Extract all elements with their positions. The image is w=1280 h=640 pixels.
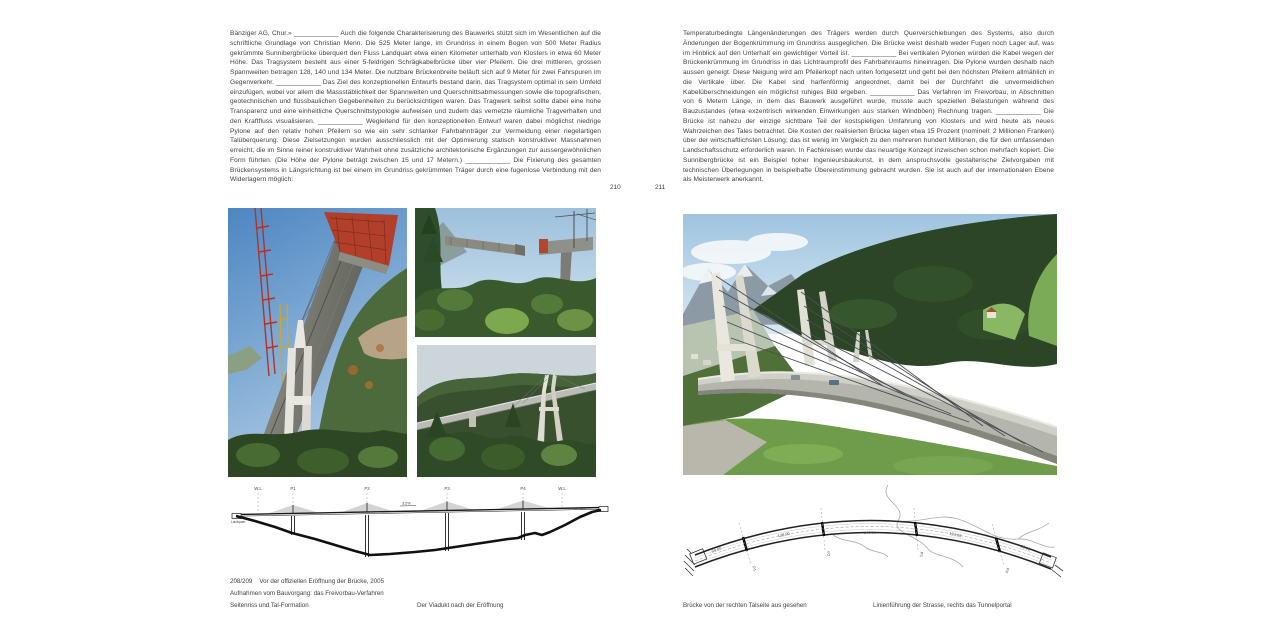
span-label-4: 134.00	[948, 530, 962, 539]
abutment-left	[684, 549, 707, 576]
caption-viadukt: Der Viadukt nach der Eröffnung	[417, 602, 504, 609]
caption-line3: Seitenriss und Tal-Formation	[230, 602, 309, 609]
left-end-label: Landquart	[231, 520, 246, 524]
valley-side-photo	[683, 214, 1057, 475]
left-body-text: Bänziger AG, Chur.» ____________ Auch die folgende Charakterisierung des Bauwerks stützt sich im Wesentlichen auf die schriftliche Grundlage von Christian Menn. Die 525 Meter lange, im Grundriss in einem Bogen von 500 Meter Radius gekrümmte Sunnibergbrücke überquert den Fluss Landquart etwa einen Kilometer unterhalb von Klosters in etwa 60 Meter Höhe. Das Tragsystem besteht aus einer 5-feldrigen Schrägkabelbrücke über vier Pfeilern. Die drei mittleren, grossen Spannweiten betragen 128, 140 und 134 Meter. Die nutzbare Brückenbreite beläuft sich auf 9 Meter für zwei Fahrspuren im Gegenverkehr. ____________ Das Ziel des konzeptionellen Entwurfs bestand darin, das Tragsystem optimal in sein Umfeld einzufügen, wobei vor allem die Massstäblichkeit der Spannweiten und Querschnittsabmessungen sowie die topografischen, geotechnischen und flussbaulichen Gegebenheiten zu berücksichtigen waren. Das Tragwerk selbst sollte dabei eine hohe Transparenz und eine einheitliche Querschnittstypologie aufweisen und zudem das vernetzte räumliche Tragverhalten und den Kraftfluss visualisieren. ____________ Wegleitend für den konzeptionellen Entwurf waren dabei möglichst niedrige Pylone auf den relativ hohen Pfeilern so wie ein sehr schlanker Fahrbahnträger zur Vermeidung einer riegelartigen Talüberquerung. Diese Zielsetzungen wurden ausschliesslich mit der Optimierung statisch konstruktiver Massnahmen erreicht, die im Sinne reiner konstruktiver Wahrheit ohne zusätzliche architektonische Ergänzungen zur aussergewöhnlichen Form führten. (Die Höhe der Pylone beträgt zwischen 15 und 17 Metern.) ____________ Die Fixierung des gesamten Brückensystems in Längsrichtung ist bei einem im Grundriss gekrümmten Träger durch eine fugenlose Verbindung mit den Widerlagern möglich:	[230, 30, 601, 184]
terrain	[236, 510, 601, 555]
span-label-2: 128.00	[777, 530, 791, 539]
label-p4: P4	[520, 486, 526, 491]
span-label-1: 59.00	[710, 545, 723, 554]
span-label-3: 140.00	[863, 530, 877, 535]
caption-line1	[230, 578, 384, 585]
caption-line2: Aufnahmen vom Bauvorgang: das Freivorbau-Verfahren	[230, 590, 384, 597]
label-wl-right: W.L	[558, 486, 566, 491]
pier-label-1: P1	[751, 565, 758, 572]
pier-label-4: P4	[1004, 567, 1011, 574]
pier-label-3: P3	[918, 551, 925, 557]
right-body-text: Temperaturbedingte Längenänderungen des Trägers werden durch Querverschiebungen des Systems, also durch Änderungen der Bogenkrümmung im Grundriss ausgeglichen. Die Brücke weist deshalb weder Fugen noch Lager auf, was im Hinblick auf den Unterhalt ein gewichtiger Vorteil ist. ____________ Bei vertikalen Pylonen würden die Kabel wegen der Brückenkrümmung im Grundriss in das Lichtraumprofil des Fahrbahnraums hineinragen. Die Pylone wurden deshalb nach aussen geneigt. Diese Neigung wird am Pfeilerkopf nach unten fortgesetzt und geht bei den höchsten Pfeilern allmählich in die Vertikale über. Die Kabel sind harfenförmig angeordnet, damit bei der Durchfahrt die unvermeidlichen Kabelüberschneidungen ein möglichst ruhiges Bild ergeben. ____________ Das Verfahren im Freivorbau, in Abschnitten von 6 Metern Länge, in dem das Bauwerk ausgeführt wurde, musste auch speziellen Belastungen während des Bauzustandes (etwa exzentrisch wirkenden Einwirkungen aus starken Windböen) Rechnung tragen. ____________ Die Brücke ist nahezu der einzige sichtbare Teil der kostspieligen Umfahrung von Klosters und wird heute als neues Wahrzeichen des Tales betrachtet. Die Kosten der realisierten Brücke lagen etwa 15 Prozent (nominell: 2 Millionen Franken) über der wirtschaftlichsten Lösung; das ist wenig im Vergleich zu den mehreren hundert Millionen, die für den umfassenden Landschaftsschutz erforderlich waren. In Fachkreisen wurde das neuartige Konzept inzwischen schon mehrfach kopiert. Die Sunnibergbrücke ist ein Beispiel hoher Ingenieursbaukunst, in dem anspruchsvolle gestalterische Zielvorgaben mit technischen Überlegungen in beispielhafte Übereinstimmung gebracht wurden. Sie ist auch auf der internationalen Ebene als Meisterwerk anerkannt.	[683, 30, 1054, 184]
caption-index: 208/209	[230, 578, 253, 585]
viaduct-photo	[417, 345, 596, 477]
page-number-right: 211	[655, 184, 666, 191]
label-p2: P2	[364, 486, 370, 491]
construction-photo	[228, 208, 407, 477]
label-p1: P1	[290, 486, 296, 491]
cantilevers-photo	[415, 208, 596, 337]
caption-line1-text: Vor der offiziellen Eröffnung der Brücke, 2005	[259, 578, 385, 585]
elevation-drawing	[230, 483, 610, 568]
page-number-left: 210	[610, 184, 621, 191]
grade-label: 3.2%	[402, 501, 411, 506]
label-p3: P3	[444, 486, 450, 491]
plan-drawing	[683, 483, 1063, 583]
pier-label-2: P2	[825, 551, 832, 557]
span-label-5: 65.00	[1019, 543, 1032, 552]
caption-talseite: Brücke von der rechten Talseite aus gesehen	[683, 602, 807, 609]
right-end-label: Serneus	[574, 507, 586, 511]
label-wl-left: W.L	[254, 486, 262, 491]
piers	[292, 512, 525, 557]
bushes-foreground	[228, 429, 407, 477]
caption-linienfuehrung: Linienführung der Strasse, rechts das Tunnelportal	[873, 602, 1012, 609]
